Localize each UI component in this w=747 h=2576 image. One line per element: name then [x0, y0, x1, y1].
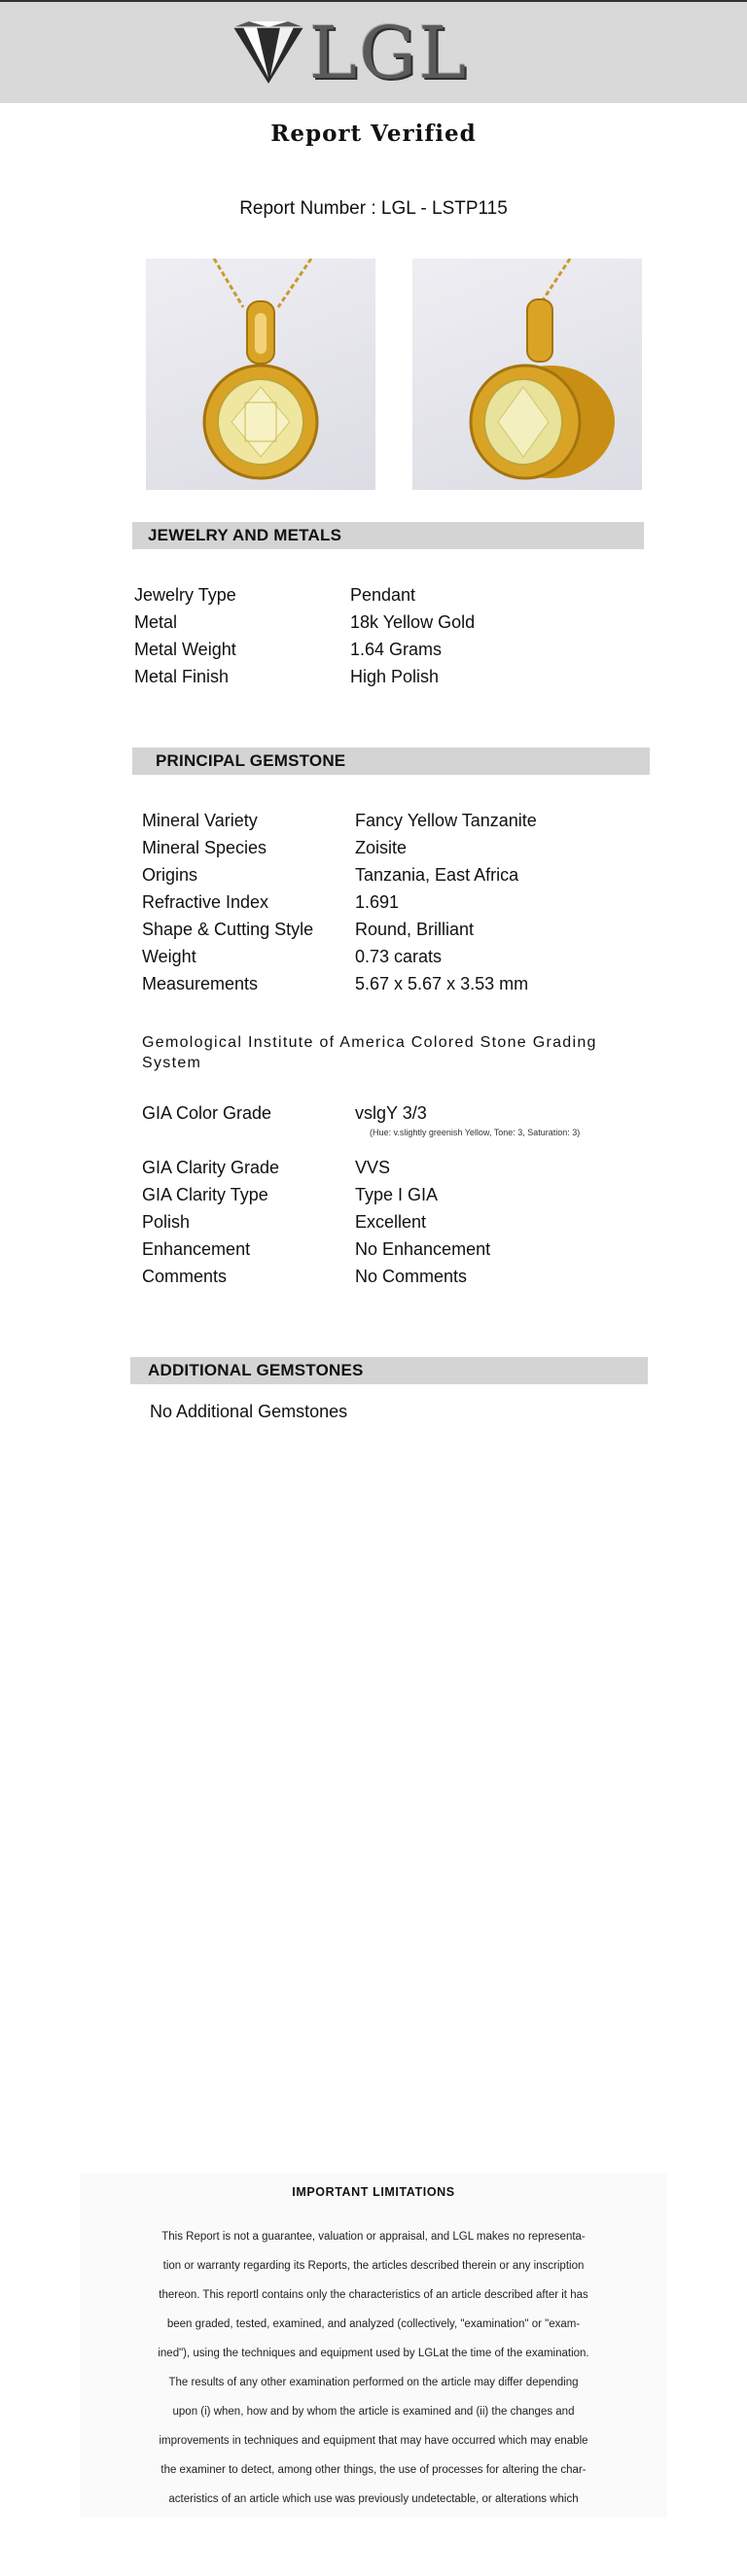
principal-table: [142, 807, 648, 997]
limitations-line: acteristics of an article which use was previously undetectable, or alterations which: [168, 2493, 579, 2505]
limitations-line: the examiner to detect, among other things, the use of processes for altering the char-: [160, 2464, 587, 2476]
table-row: [134, 663, 640, 690]
row-value: 18k Yellow Gold: [350, 612, 476, 632]
table-row: [142, 861, 648, 888]
row-label: Weight: [142, 947, 196, 966]
logo-text: LGL: [309, 12, 469, 95]
row-value: 0.73 carats: [355, 947, 443, 966]
page-title: Report Verified: [270, 121, 477, 147]
row-label: Shape & Cutting Style: [142, 920, 314, 939]
row-value: VVS: [355, 1158, 391, 1177]
table-row: [142, 943, 648, 970]
row-label: Measurements: [142, 974, 259, 993]
table-row: [134, 609, 640, 636]
table-row: [134, 636, 640, 663]
limitations-text: [103, 2222, 644, 2514]
limitations-line: tion or warranty regarding its Reports, the articles described therein or any inscription: [162, 2260, 585, 2272]
table-row: [142, 1181, 648, 1208]
limitations-line: improvements in techniques and equipment that may have occurred which may enable: [159, 2435, 588, 2447]
limitations-line: thereon. This reportl contains only the characteristics of an article described after it has: [159, 2289, 588, 2301]
limitations-line: been graded, tested, examined, and analyzed (collectively, "examination" or "exam-: [166, 2318, 581, 2330]
row-label: Polish: [142, 1212, 191, 1232]
row-value: No Enhancement: [355, 1239, 491, 1259]
table-row: [142, 834, 648, 861]
limitations-line: This Report is not a guarantee, valuation or appraisal, and LGL makes no representa-: [161, 2231, 586, 2243]
gia-grading-heading: Gemological Institute of America Colored Stone Grading System: [142, 1034, 597, 1071]
additional-text: No Additional Gemstones: [150, 1402, 348, 1421]
row-value: Excellent: [355, 1212, 427, 1232]
limitations-line: The results of any other examination performed on the article may differ depending: [168, 2377, 579, 2388]
header-bar: [0, 0, 747, 103]
row-value: vslgY 3/3: [355, 1103, 427, 1123]
jewelry-section-heading: JEWELRY AND METALS: [132, 522, 644, 549]
table-row: [142, 970, 648, 997]
limitations-line: upon (i) when, how and by whom the article is examined and (ii) the changes and: [172, 2406, 575, 2418]
table-row: [134, 581, 640, 609]
row-label: Origins: [142, 865, 198, 885]
jewelry-table: [134, 581, 640, 690]
row-value: Pendant: [350, 585, 416, 605]
report-number: Report Number : LGL - LSTP115: [239, 198, 508, 219]
lgl-logo[interactable]: [230, 12, 469, 95]
row-label: GIA Clarity Grade: [142, 1158, 280, 1177]
table-row: [142, 916, 648, 943]
row-value: Zoisite: [355, 838, 408, 857]
table-row: [142, 1263, 648, 1290]
row-value: High Polish: [350, 667, 440, 686]
pendant-photo-front: [146, 259, 375, 490]
row-label: Metal Finish: [134, 667, 230, 686]
gia-hue-note: (Hue: v.slightly greenish Yellow, Tone: 3, Saturation: 3): [370, 1128, 581, 1137]
row-value: Type I GIA: [355, 1185, 439, 1204]
table-row: [142, 807, 648, 834]
table-row: [142, 1236, 648, 1263]
row-value: 1.64 Grams: [350, 640, 443, 659]
row-value: No Comments: [355, 1267, 468, 1286]
row-value: Round, Brilliant: [355, 920, 475, 939]
row-value: 5.67 x 5.67 x 3.53 mm: [355, 974, 529, 993]
row-value: Fancy Yellow Tanzanite: [355, 811, 537, 830]
row-label: Comments: [142, 1267, 228, 1286]
row-label: Metal Weight: [134, 640, 236, 659]
row-label: GIA Color Grade: [142, 1103, 272, 1123]
row-label: Enhancement: [142, 1239, 251, 1259]
table-row: [142, 1099, 648, 1127]
row-label: Mineral Variety: [142, 811, 258, 830]
additional-section-heading: ADDITIONAL GEMSTONES: [130, 1357, 648, 1384]
row-label: Jewelry Type: [134, 585, 236, 605]
row-label: Metal: [134, 612, 178, 632]
table-row: [142, 888, 648, 916]
table-row: [142, 1208, 648, 1236]
pendant-photo-side: [412, 259, 642, 490]
row-label: Mineral Species: [142, 838, 267, 857]
row-label: Refractive Index: [142, 892, 269, 912]
gia-table: [142, 1154, 648, 1290]
principal-section-heading: PRINCIPAL GEMSTONE: [132, 748, 650, 775]
table-row: [142, 1154, 648, 1181]
limitations-title: IMPORTANT LIMITATIONS: [292, 2185, 455, 2199]
limitations-line: ined"), using the techniques and equipment used by LGLat the time of the examination.: [158, 2348, 589, 2359]
row-value: 1.691: [355, 892, 400, 912]
gia-color-row: [142, 1099, 648, 1127]
row-label: GIA Clarity Type: [142, 1185, 268, 1204]
diamond-icon: [230, 19, 307, 87]
row-value: Tanzania, East Africa: [355, 865, 519, 885]
